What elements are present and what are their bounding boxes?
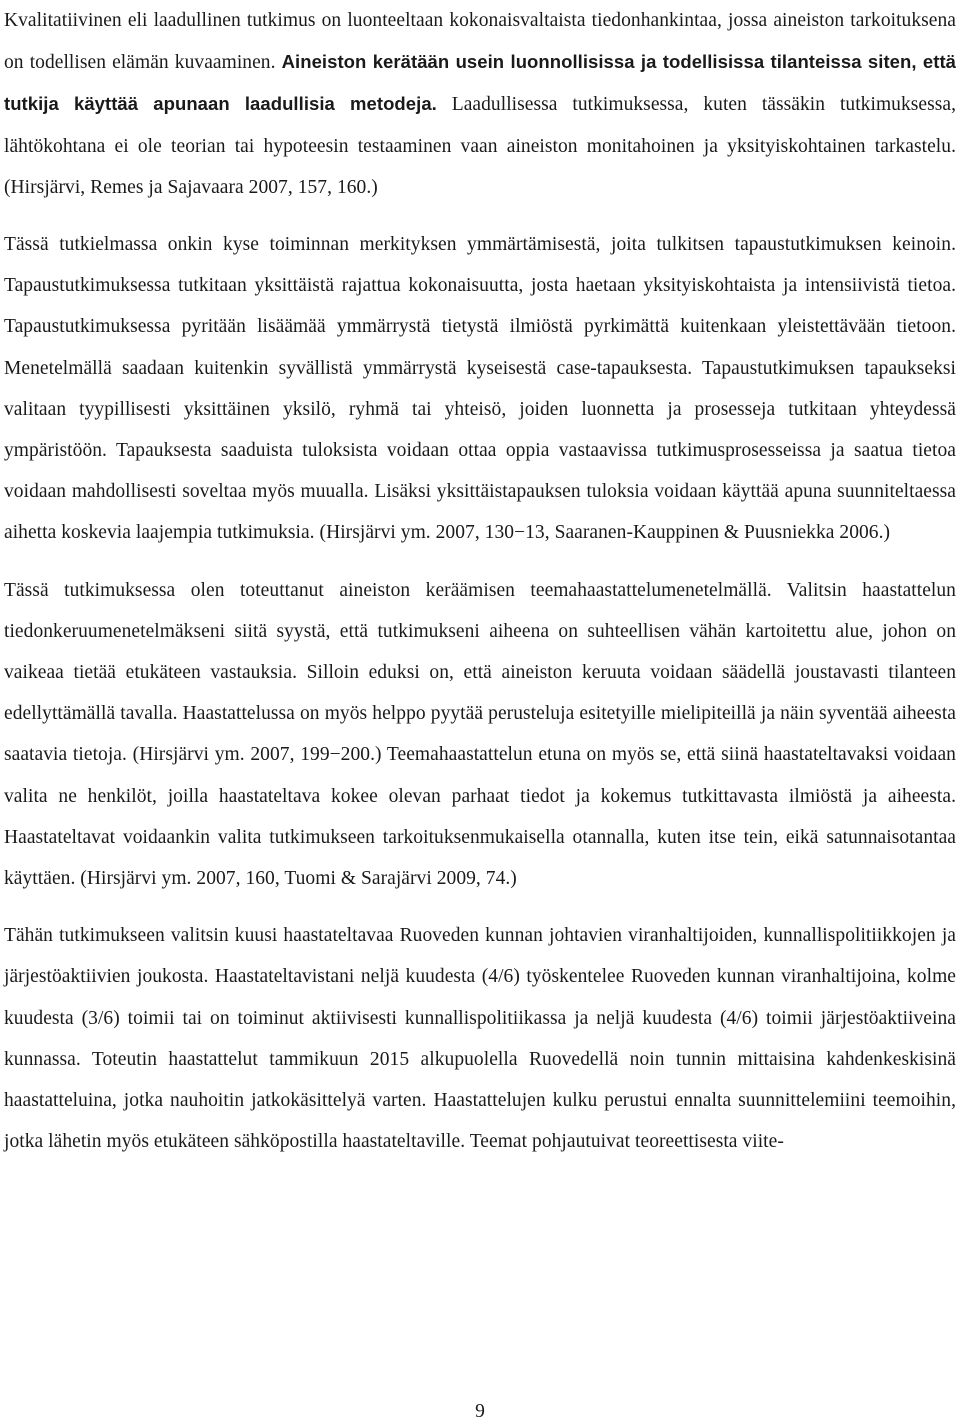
paragraph-case-study <box>4 224 956 554</box>
page-number: 9 <box>475 1401 485 1422</box>
body-text <box>4 0 956 1162</box>
paragraph-text: Tässä tutkielmassa onkin kyse toiminnan merkityksen ymmärtämisestä, joita tulkitsen tapaustutkimuksen keinoin. Tapaustutkimuksessa tutkitaan yksittäistä rajattua kokonaisuutta, josta haetaan yksityiskohtaista ja intensiivistä tietoa. Tapaustutkimuksessa pyritään lisäämää ymmärrystä tietystä ilmiöstä pyrkimättä kuitenkaan yleistettävään tietoon. Menetelmällä saadaan kuitenkin syvällistä ymmärrystä kyseisestä case-tapauksesta. Tapaustutkimuksen tapaukseksi valitaan tyypillisesti yksittäinen yksilö, ryhmä tai yhteisö, joiden luonnetta ja prosesseja tutkitaan yhteydessä ympäristöön. Tapauksesta saaduista tuloksista voidaan ottaa oppia vastaavissa tutkimusprosesseissa ja saatua tietoa voidaan mahdollisesti soveltaa myös muualla. Lisäksi yksittäistapauksen tuloksia voidaan käyttää apuna suunniteltaessa aihetta koskevia laajempia tutkimuksia. (Hirsjärvi ym. 2007, 130−13, Saaranen-Kauppinen & Puusniekka 2006.) <box>4 234 956 544</box>
paragraph-theme-interview <box>4 570 956 900</box>
paragraph-text: Kvalitatiivinen eli laadullinen tutkimus on luonteeltaan kokonaisvaltaista tiedonhankintaa, jossa aineiston tarkoituksena on todellisen elämän kuvaaminen. <box>4 10 956 74</box>
paragraph-text-bold: Aineiston kerätään usein luonnollisissa ja todellisissa tilanteissa siten, että tutkija käyttää apunaan laadullisia metodeja. <box>4 51 956 115</box>
paragraph-interviewees <box>4 915 956 1162</box>
paragraph-text: Tässä tutkimuksessa olen toteuttanut aineiston keräämisen teemahaastattelumenetelmällä. Valitsin haastattelun tiedonkeruumenetelmäkseni siitä syystä, että tutkimukseni aiheena on suhteellisen vähän kartoitettu alue, johon on vaikeaa tietää etukäteen vastauksia. Silloin eduksi on, että aineiston keruuta voidaan säädellä joustavasti tilanteen edellyttämällä tavalla. Haastattelussa on myös helppo pyytää perusteluja esitetyille mielipiteillä ja näin syventää aiheesta saatavia tietoja. (Hirsjärvi ym. 2007, 199−200.) Teemahaastattelun etuna on myös se, että siinä haastateltavaksi voidaan valita ne henkilöt, joilla haastateltava kokee olevan parhaat tiedot ja kokemus tutkittavasta ilmiöstä ja aiheesta. Haastateltavat voidaankin valita tutkimukseen tarkoituksenmukaisella otannalla, kuten itse tein, eikä satunnaisotantaa käyttäen. (Hirsjärvi ym. 2007, 160, Tuomi & Sarajärvi 2009, 74.) <box>4 579 956 890</box>
paragraph-qualitative-research <box>4 0 956 208</box>
paragraph-text: Tähän tutkimukseen valitsin kuusi haastateltavaa Ruoveden kunnan johtavien viranhaltijoiden, kunnallispolitiikkojen ja järjestöaktiivien joukosta. Haastateltavistani neljä kuudesta (4/6) työskentelee Ruoveden kunnan viranhaltijoina, kolme kuudesta (3/6) toimii tai on toiminut aktiivisesti kunnallispolitiikassa ja neljä kuudesta (4/6) toimii järjestöaktiiveina kunnassa. Toteutin haastattelut tammikuun 2015 alkupuolella Ruovedellä noin tunnin mittaisina kahdenkeskisinä haastatteluina, jotka nauhoitin jatkokäsittelyä varten. Haastattelujen kulku perustui ennalta suunnittelemiini teemoihin, jotka lähetin myös etukäteen sähköpostilla haastateltaville. Teemat pohjautuivat teoreettisesta viite- <box>4 925 956 1153</box>
paragraph-text: Laadullisessa tutkimuksessa, kuten tässäkin tutkimuksessa, lähtökohtana ei ole teorian tai hypoteesin testaaminen vaan aineiston monitahoinen ja yksityiskohtainen tarkastelu. (Hirsjärvi, Remes ja Sajavaara 2007, 157, 160.) <box>4 94 957 198</box>
